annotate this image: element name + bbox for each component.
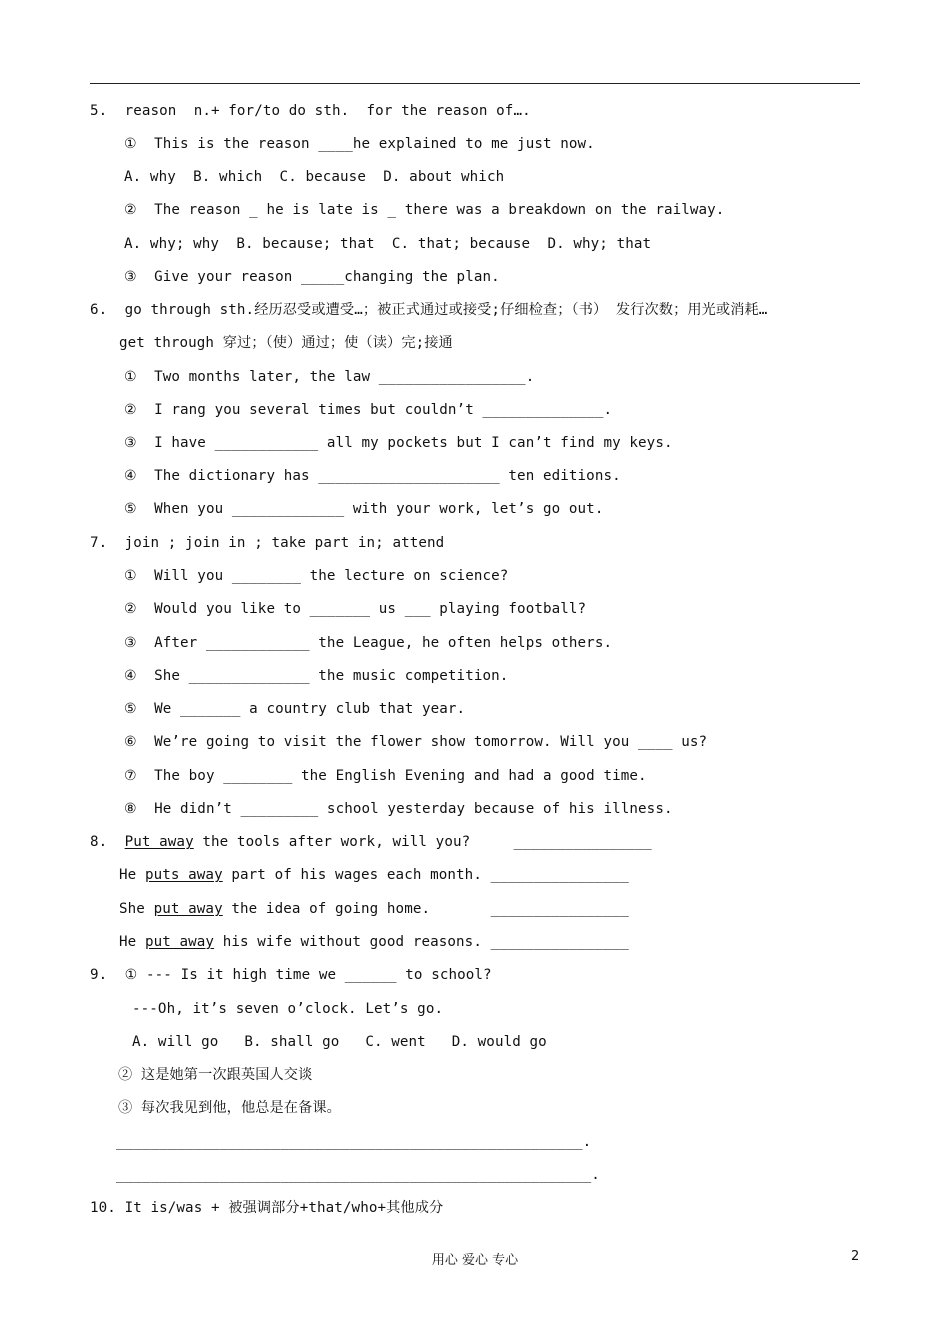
text-line [124, 733, 707, 751]
text-line [124, 667, 508, 685]
line-text: get through 穿过；（使）通过；使（读）完;接通 [119, 335, 453, 351]
text-line [90, 1199, 443, 1217]
line-text: ______________________________________________________. [116, 1134, 592, 1150]
line-text: ② The reason _ he is late is _ there was a breakdown on the railway. [124, 202, 725, 218]
underlined-phrase: put away [153, 901, 223, 917]
text-line [124, 800, 673, 818]
text-line [119, 866, 629, 884]
line-text: A. will go B. shall go C. went D. would go [132, 1034, 547, 1050]
line-text: ⑧ He didn’t _________ school yesterday because of his illness. [124, 801, 673, 817]
text-line [124, 401, 612, 419]
line-text: She [119, 901, 154, 917]
underlined-phrase: Put away [124, 834, 194, 850]
text-line [119, 900, 629, 918]
text-line [124, 500, 603, 518]
line-text: He [119, 867, 145, 883]
line-text: _______________________________________________________. [116, 1167, 600, 1183]
line-text-after: the tools after work, will you? ________________ [193, 834, 652, 850]
line-text: ⑥ We’re going to visit the flower show tomorrow. Will you ____ us? [124, 734, 708, 750]
line-text: ② I rang you several times but couldn’t ______________. [124, 402, 613, 418]
text-line [124, 434, 673, 452]
text-line [124, 767, 647, 785]
page-footer: 用心 爱心 专心 [431, 1253, 519, 1268]
line-text-after: part of his wages each month. ________________ [222, 867, 629, 883]
text-line [124, 135, 595, 153]
text-line [116, 1166, 600, 1184]
line-text-after: the idea of going home. ________________ [222, 901, 629, 917]
underlined-phrase: put away [144, 934, 215, 950]
line-text-after: his wife without good reasons. ________________ [214, 934, 629, 950]
line-text: ② 这是她第一次跟英国人交谈 [118, 1067, 313, 1083]
text-line [116, 1133, 591, 1151]
text-line [90, 301, 767, 319]
page-number: 2 [851, 1249, 860, 1264]
text-line [118, 1066, 312, 1084]
line-text: ⑤ When you _____________ with your work, let’s go out. [124, 501, 604, 517]
text-line [90, 102, 531, 120]
text-line [124, 467, 621, 485]
text-line [119, 334, 453, 352]
line-text: He [119, 934, 145, 950]
line-text: A. why; why B. because; that C. that; because D. why; that [124, 236, 652, 252]
line-text: 10. It is/was + 被强调部分+that/who+其他成分 [90, 1200, 444, 1216]
text-line [132, 1033, 547, 1051]
underlined-phrase: puts away [144, 867, 223, 883]
line-text: ③ 每次我见到他，他总是在备课。 [118, 1100, 341, 1116]
line-text: ⑦ The boy ________ the English Evening and had a good time. [124, 768, 647, 784]
line-text: 7. join ; join in ; take part in; attend [90, 535, 445, 551]
line-text: ④ The dictionary has _____________________ ten editions. [124, 468, 621, 484]
line-text: ---Oh, it’s seven o’clock. Let’s go. [132, 1001, 444, 1017]
text-line [124, 368, 534, 386]
line-text: ① Will you ________ the lecture on science? [124, 568, 509, 584]
text-line [124, 567, 508, 585]
text-line [124, 700, 465, 718]
line-text: 8. [90, 834, 125, 850]
line-text: ④ She ______________ the music competition. [124, 668, 509, 684]
line-text: ② Would you like to _______ us ___ playing football? [124, 601, 587, 617]
header-rule [90, 83, 860, 84]
line-text: ③ I have ____________ all my pockets but I can’t find my keys. [124, 435, 673, 451]
line-text: 5. reason n.+ for/to do sth. for the reason of…. [90, 103, 531, 119]
text-line [124, 634, 612, 652]
line-text: 6. go through sth.经历忍受或遭受…；被正式通过或接受;仔细检查；（书） 发行次数；用光或消耗… [90, 302, 768, 318]
text-line [124, 268, 500, 286]
text-line [124, 600, 586, 618]
text-line [90, 833, 652, 851]
line-text: ③ Give your reason _____changing the plan. [124, 269, 500, 285]
text-line [132, 1000, 443, 1018]
text-line [124, 235, 651, 253]
line-text: ① Two months later, the law _________________. [124, 369, 535, 385]
line-text: ③ After ____________ the League, he often helps others. [124, 635, 613, 651]
line-text: 9. ① --- Is it high time we ______ to school? [90, 967, 492, 983]
line-text: ⑤ We _______ a country club that year. [124, 701, 466, 717]
text-line [124, 168, 504, 186]
text-line [119, 933, 629, 951]
text-line [124, 201, 724, 219]
text-line [118, 1099, 341, 1117]
line-text: A. why B. which C. because D. about which [124, 169, 505, 185]
text-line [90, 966, 492, 984]
line-text: ① This is the reason ____he explained to me just now. [124, 136, 595, 152]
text-line [90, 534, 444, 552]
